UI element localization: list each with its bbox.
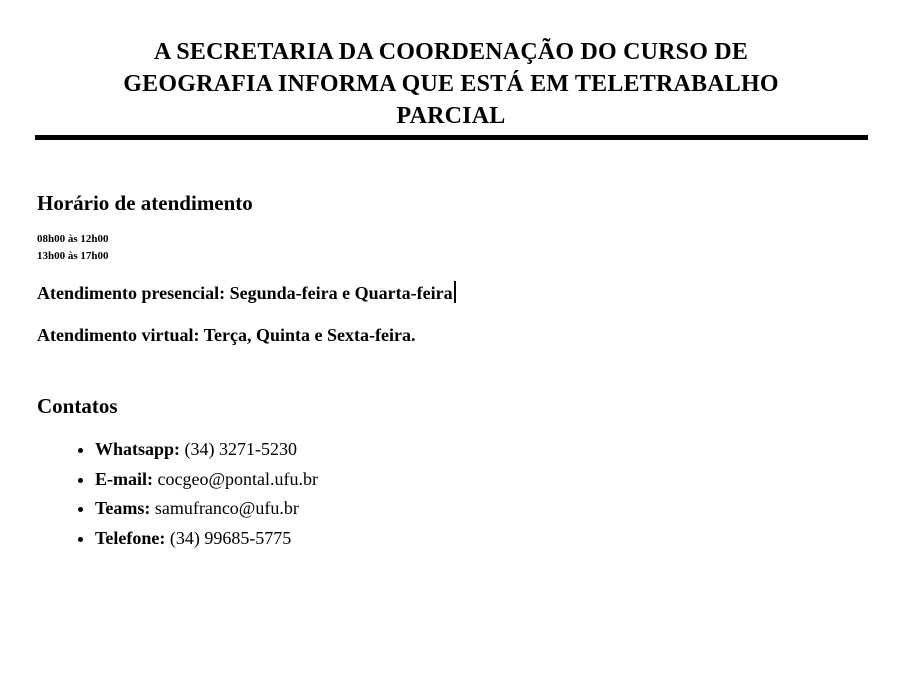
contact-item-telefone xyxy=(95,524,902,554)
notice-title-line-1: A SECRETARIA DA COORDENAÇÃO DO CURSO DE xyxy=(153,39,749,65)
contacts-list xyxy=(0,435,902,553)
document-page[interactable] xyxy=(0,36,902,674)
contact-value-email: cocgeo@pontal.ufu.br xyxy=(157,468,319,489)
text-cursor xyxy=(454,281,456,303)
contact-label-telefone: Telefone: xyxy=(95,527,166,548)
notice-title xyxy=(30,36,872,132)
section-heading-contatos: Contatos xyxy=(37,394,118,418)
office-hours xyxy=(37,231,902,265)
virtual-service-line: Atendimento virtual: Terça, Quinta e Sexta-feira. xyxy=(37,325,416,345)
contact-label-whatsapp: Whatsapp: xyxy=(95,439,181,459)
contact-label-teams: Teams: xyxy=(95,498,151,518)
notice-title-line-2: GEOGRAFIA INFORMA QUE ESTÁ EM TELETRABALHO xyxy=(123,71,779,97)
notice-title-line-3: PARCIAL xyxy=(396,103,506,129)
section-heading-horario: Horário de atendimento xyxy=(37,191,253,215)
contact-value-telefone: (34) 99685-5775 xyxy=(169,527,292,548)
office-hours-afternoon: 13h00 às 17h00 xyxy=(37,250,109,262)
contact-value-whatsapp: (34) 3271-5230 xyxy=(184,439,298,459)
title-divider-rule xyxy=(35,135,868,140)
contact-item-whatsapp xyxy=(95,435,902,465)
presential-service-text: Atendimento presencial: Segunda-feira e Quarta-feira xyxy=(37,283,453,303)
office-hours-morning: 08h00 às 12h00 xyxy=(37,233,109,245)
presential-service-line xyxy=(37,281,902,305)
contact-label-email: E-mail: xyxy=(95,468,153,489)
contact-item-teams xyxy=(95,494,902,524)
contact-value-teams: samufranco@ufu.br xyxy=(154,498,299,518)
contact-item-email xyxy=(95,465,902,495)
